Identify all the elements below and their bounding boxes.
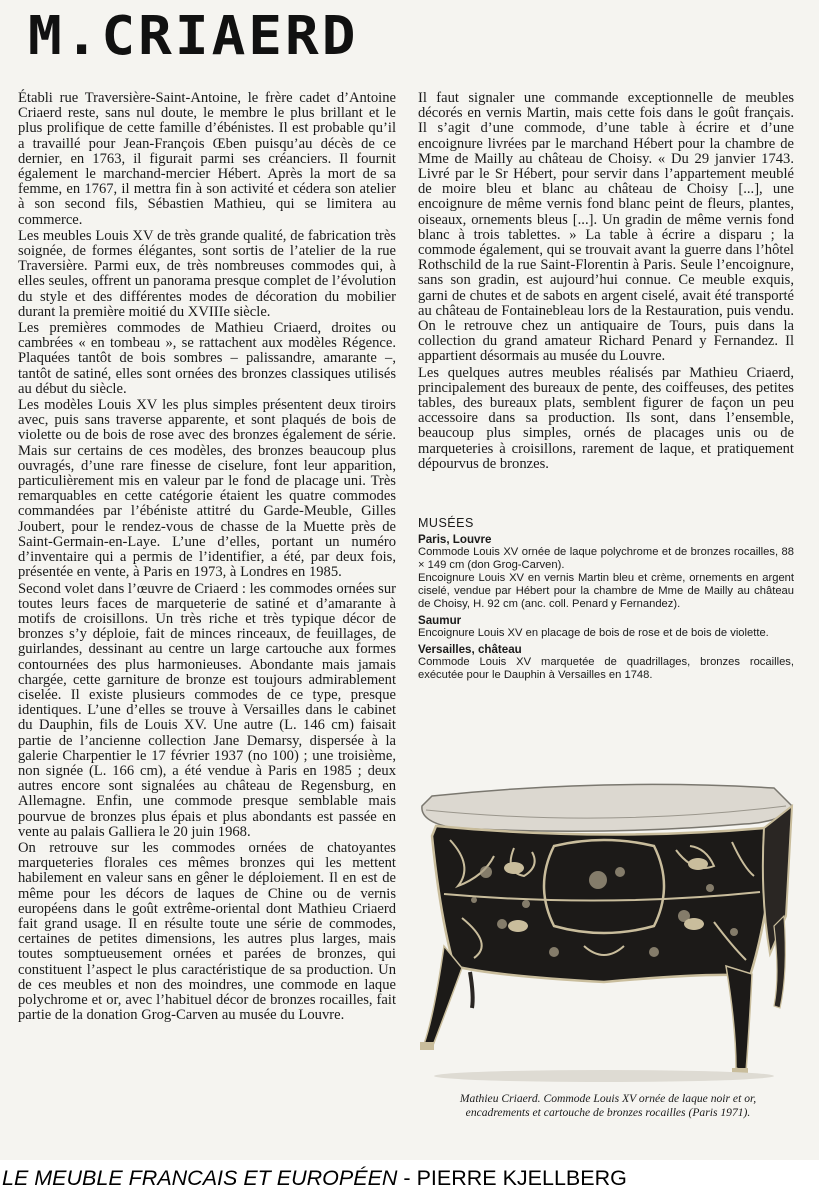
museum-item: Commode Louis XV marquetée de quadrillages, bronzes rocailles, exécutée pour le Dauphin à Versailles en 1748. (418, 656, 794, 681)
museum-place: Paris, Louvre (418, 533, 492, 546)
paragraph: Établi rue Traversière-Saint-Antoine, le frère cadet d’Antoine Criaerd reste, sans nul doute, le membre le plus brillant et le plus prolifique de cette famille d’ébénistes. Il est probable qu’il a travaillé pour Jean-François Œben puisqu’au décès de ce dernier, en 1763, il figurait parmi ses créanciers. Il fournit également le marchand-mercier Hébert. Après la mort de sa femme, en 1767, il mettra fin à son activité et cédera son atelier à son second fils, Sébastien Mathieu, qui se limitera au commerce. (18, 90, 396, 228)
museum-item: Commode Louis XV ornée de laque polychrome et de bronzes rocailles, 88 × 149 cm (don Grog-Carven). (418, 546, 794, 571)
museum-place: Versailles, château (418, 643, 522, 656)
left-column (18, 91, 396, 1023)
paragraph: Les modèles Louis XV les plus simples présentent deux tiroirs avec, puis sans traverse apparente, et sont plaqués de bois de violette ou de bois de rose avec des bronzes également de série. Mais sur certains de ces modèles, des bronzes beaucoup plus ouvragés, d’une rare finesse de ciselure, font leur apparition, particulièrement mis en valeur par le fond de placage uni. Très remarquables en cette catégorie étaient les quatre commodes commandées par l’ébéniste attitré du Garde-Meuble, Gilles Joubert, pour le rendez-vous de chasse de la Muette près de Saint-Germain-en-Laye. L’une d’elles, portant un numéro d’inventaire qui a permis de l’identifier, a été, par deux fois, présentée en vente, à Paris en 1973, à Londres en 1985. (18, 397, 396, 581)
separator: - (397, 1166, 417, 1190)
book-author: PIERRE KJELLBERG (416, 1166, 627, 1190)
commode-photograph (414, 776, 798, 1088)
heading: M.CRIAERD (28, 5, 359, 68)
paragraph: Les quelques autres meubles réalisés par Mathieu Criaerd, principalement des bureaux de pente, des coiffeuses, des petites tables, des bureaux plats, semblent figurer de façon un peu accessoire dans sa production. Ils sont, dans l’ensemble, beaucoup plus simples, ornés de placages unis ou de marqueteries à croisillons, rarement de laque, et pratiquement dépourvus de bronzes. (418, 364, 794, 472)
paragraph: Second volet dans l’œuvre de Criaerd : les commodes ornées sur toutes leurs faces de marqueterie de satiné et d’amarante à motifs de croisillons. Un très riche et très typique décor de bronzes s’y déploie, fait de minces rinceaux, de feuillages, de guirlandes, dessinant au centre un large cartouche aux formes contournées des plus harmonieuses. Abondante mais jamais chargée, cette garniture de bronze est toujours admirablement ciselée. Il existe plusieurs commodes de ce type, presque identiques. L’une d’elles se trouve à Versailles dans le cabinet du Dauphin, fils de Louis XV. Une autre (L. 146 cm) faisait partie de l’ancienne collection Jane Demarsy, dispersée à la galerie Charpentier le 17 février 1937 (no 100) ; une troisième, non signée (L. 166 cm), a été vendue à Paris en 1985 ; deux autres encore sont signalées au château de Regensburg, en Allemagne. Enfin, une commode presque semblable mais pourvue de bronzes plus épais et plus abondants est passée en vente au palais Galliera le 20 juin 1968. (18, 580, 396, 840)
paragraph: Les premières commodes de Mathieu Criaerd, droites ou cambrées « en tombeau », se rattachent aux modèles Régence. Plaquées tantôt de bois sombres – palissandre, amarante –, tantôt de satiné, elles sont ornées des bronzes classiques utilisés au début du siècle. (18, 320, 396, 397)
photo-caption: Mathieu Criaerd. Commode Louis XV ornée de laque noir et or, encadrements et cartouche de bronzes rocailles (Paris 1971). (459, 1092, 757, 1119)
right-column (418, 91, 794, 472)
museum-item: Encoignure Louis XV en placage de bois de rose et de bois de violette. (418, 627, 769, 639)
museum-place: Saumur (418, 614, 462, 627)
book-title: LE MEUBLE FRANCAIS ET EUROPÉEN (2, 1166, 398, 1190)
museums-section (418, 517, 794, 682)
museums-heading: MUSÉES (418, 516, 474, 530)
museum-item: Encoignure Louis XV en vernis Martin bleu et crème, ornements en argent ciselé, vendue par Hébert pour la chambre de Mme de Mailly au château de Choisy, H. 92 cm (anc. coll. Penard y Fernandez). (418, 572, 794, 610)
paragraph: Les meubles Louis XV de très grande qualité, de fabrication très soignée, de formes élégantes, sont sortis de l’atelier de la rue Traversière. Parmi eux, de très nombreuses commodes qui, à elles seules, offrent un panorama presque complet de l’évolution du style et des différentes modes de décoration du mobilier durant la première moitié du XVIIIe siècle. (18, 227, 396, 320)
commode-body (432, 826, 776, 982)
marble-top (422, 784, 792, 831)
paragraph: On retrouve sur les commodes ornées de chatoyantes marqueteries florales ces mêmes bronzes qui les mettent habilement en valeur sans en gêner le déploiement. Il en est de même pour les décors de laques de Chine ou de vernis européens dans le goût extrême-oriental dont Mathieu Criaerd fait grand usage. Il en résulte toute une série de commodes, certaines de petites dimensions, les autres plus larges, mais toutes somptueusement ornées et parées de bronzes, qui constituent l’aspect le plus caractéristique de sa production. Un de ces meubles et non des moindres, une commode en laque polychrome et or, avec l’habituel décor de bronzes rocailles, fait partie de la donation Grog-Carven au musée du Louvre. (18, 839, 396, 1024)
book-reference (2, 1166, 817, 1191)
paragraph: Il faut signaler une commande exceptionnelle de meubles décorés en vernis Martin, mais cette fois dans le goût français. Il s’agit d’une commode, d’une table à écrire et d’une encoignure livrées par le marchand Hébert pour la chambre de Mme de Mailly au château de Choisy. « Du 29 janvier 1743. Livré par le Sr Hébert, pour servir dans l’appartement meublé de moire bleu et blanc au château de Choisy [...], une encoignure de même vernis fond blanc peint de fleurs, plantes, oiseaux, ornements bleus [...]. Un gradin de même vernis fond blanc à trois tablettes. » La table à écrire a disparu ; la commode également, qui se trouvait avant la guerre dans l’hôtel Rothschild de la rue Saint-Florentin à Paris. Seule l’encoignure, sans son gradin, est aujourd’hui connue. Ce meuble exquis, garni de chutes et de sabots en argent ciselé, avait été transporté au château de Fontainebleau lors de la Restauration, puis vendu. On le retrouve chez un antiquaire de Tours, puis dans la collection du grand amateur Richard Penard y Fernandez. Il appartient désormais au musée du Louvre. (418, 90, 794, 365)
